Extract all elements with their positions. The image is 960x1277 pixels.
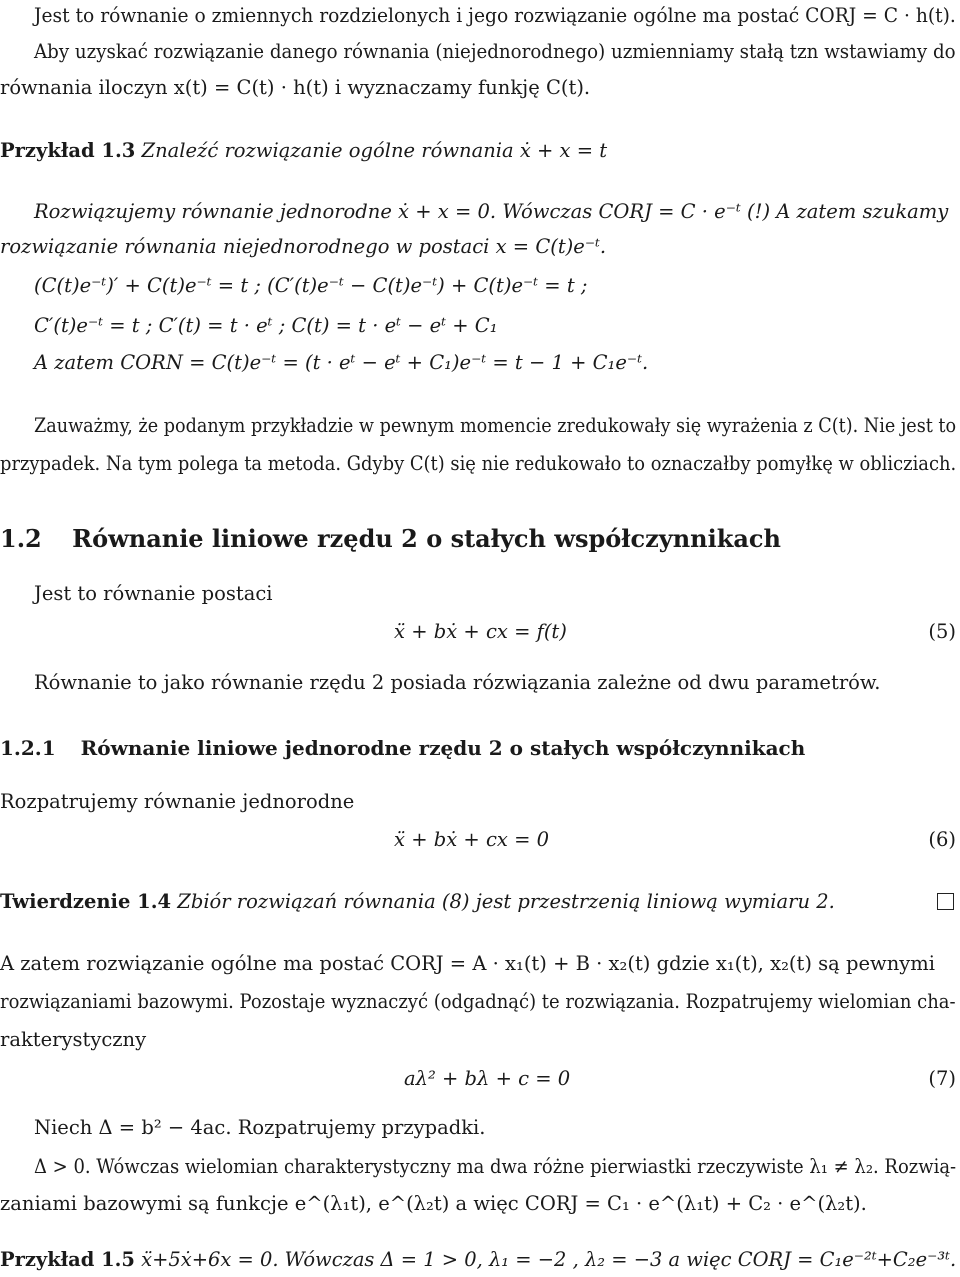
paragraph-line: A zatem rozwiązanie ogólne ma postać CORJ = A · x₁(t) + B · x₂(t) gdzie x₁(t), x₂(t) są pewnymi [0,952,935,975]
subsection-intro: Rozpatrujemy równanie jednorodne [0,790,355,813]
example-label: Przykład 1.5 [0,1248,135,1271]
section-number: 1.2 [0,524,42,553]
equation-number: (5) [928,620,956,643]
paragraph-line: rakterystyczny [0,1028,147,1051]
equation-6: ẍ + bẋ + cx = 0 [394,828,550,851]
subsection-number: 1.2.1 [0,736,56,760]
example-text: ẍ+5ẋ+6x = 0. Wówczas Δ = 1 > 0, λ₁ = −2 , λ₂ = −3 a więc CORJ = C₁e⁻²ᵗ+C₂e⁻³ᵗ. [141,1248,957,1271]
case-line: Δ > 0. Wówczas wielomian charakterystyczny ma dwa różne pierwiastki rzeczywiste λ₁ ≠ λ₂. Rozwią- [34,1155,957,1178]
example-formula-line: A zatem CORN = C(t)e⁻ᵗ = (t · eᵗ − eᵗ + C₁)e⁻ᵗ = t − 1 + C₁e⁻ᵗ. [34,351,649,374]
theorem-1-4 [0,892,835,912]
paragraph-line: Aby uzyskać rozwiązanie danego równania (niejednorodnego) uzmienniamy stałą tzn wstawiamy do [34,40,956,63]
section-heading [0,524,781,553]
qed-box [937,893,954,910]
equation-5: ẍ + bẋ + cx = f(t) [394,620,567,643]
theorem-text: Zbiór rozwiązań równania (8) jest przestrzenią liniową wymiaru 2. [177,890,835,913]
remark-line: przypadek. Na tym polega ta metoda. Gdyby C(t) się nie redukowało to oznaczałby pomyłkę w oblicziach. [0,452,957,475]
example-1-5 [0,1250,956,1270]
case-line: zaniami bazowymi są funkcje e^(λ₁t), e^(λ₂t) a więc CORJ = C₁ · e^(λ₁t) + C₂ · e^(λ₂t). [0,1192,867,1215]
section-title: Równanie liniowe rzędu 2 o stałych współczynnikach [72,524,781,553]
example-1-3 [0,141,607,161]
paragraph-line: rozwiązaniami bazowymi. Pozostaje wyznaczyć (odgadnąć) te rozwiązania. Rozpatrujemy wielomian cha- [0,990,956,1013]
example-text: Znaleźć rozwiązanie ogólne równania ẋ + x = t [141,139,608,162]
equation-number: (6) [928,828,956,851]
paragraph-line: Niech Δ = b² − 4ac. Rozpatrujemy przypadki. [34,1116,486,1139]
paragraph-line: Jest to równanie o zmiennych rozdzielonych i jego rozwiązanie ogólne ma postać CORJ = C · h(t). [34,4,956,27]
example-body-line: rozwiązanie równania niejednorodnego w postaci x = C(t)e⁻ᵗ. [0,235,607,258]
subsection-heading [0,738,805,758]
paragraph-line: równania iloczyn x(t) = C(t) · h(t) i wyznaczamy funkję C(t). [0,76,591,99]
example-formula-line: C′(t)e⁻ᵗ = t ; C′(t) = t · eᵗ ; C(t) = t · eᵗ − eᵗ + C₁ [34,314,498,337]
subsection-title: Równanie liniowe jednorodne rzędu 2 o stałych współczynnikach [80,736,806,760]
theorem-label: Twierdzenie 1.4 [0,890,172,913]
equation-7: aλ² + bλ + c = 0 [404,1067,571,1090]
section-text: Równanie to jako równanie rzędu 2 posiada rózwiązania zależne od dwu parametrów. [34,671,881,694]
example-formula-line: (C(t)e⁻ᵗ)′ + C(t)e⁻ᵗ = t ; (C′(t)e⁻ᵗ − C(t)e⁻ᵗ) + C(t)e⁻ᵗ = t ; [34,274,588,297]
example-body-line: Rozwiązujemy równanie jednorodne ẋ + x = 0. Wówczas CORJ = C · e⁻ᵗ (!) A zatem szukamy [34,200,949,223]
section-intro: Jest to równanie postaci [34,582,273,605]
example-label: Przykład 1.3 [0,139,136,162]
equation-number: (7) [928,1067,956,1090]
remark-line: Zauważmy, że podanym przykładzie w pewnym momencie zredukowały się wyrażenia z C(t). Nie jest to [34,414,957,437]
